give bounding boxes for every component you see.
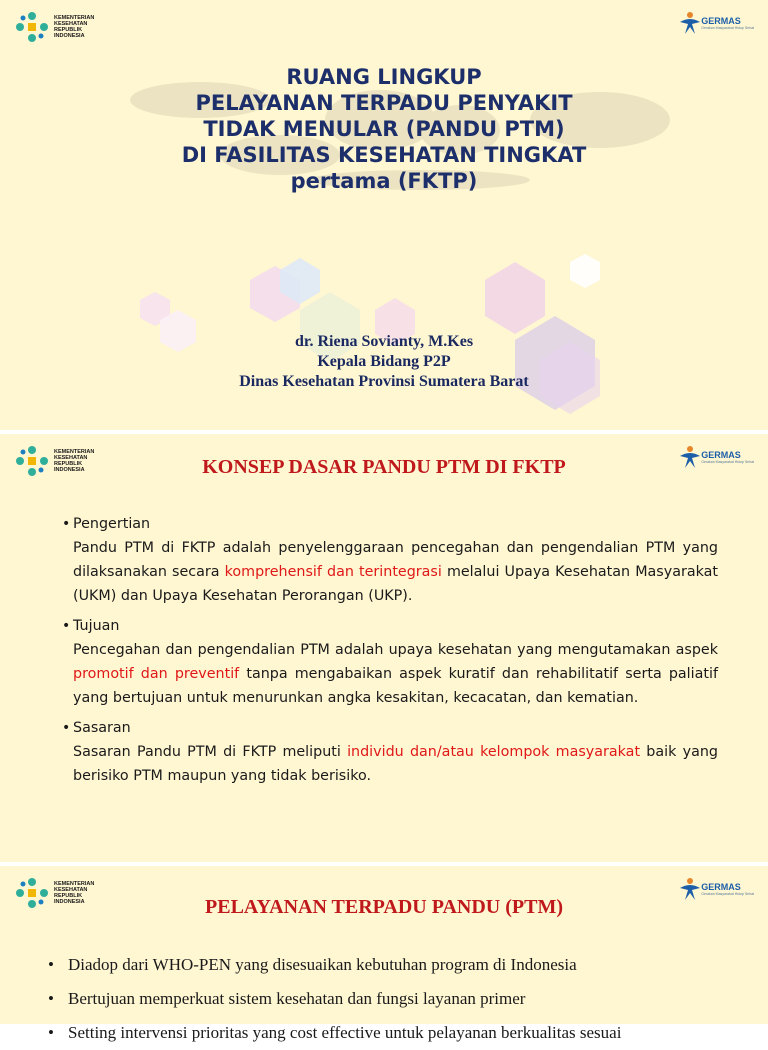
- hexagon-decoration: [100, 240, 660, 420]
- body-text: Pencegahan dan pengendalian PTM adalah upaya kesehatan yang mengutamakan aspek: [73, 642, 718, 658]
- bullet-icon: •: [62, 618, 71, 634]
- author-name: dr. Riena Sovianty, M.Kes: [294, 333, 474, 350]
- body-text: melalui Upaya Kesehatan Masyarakat (UKM) dan Upaya Kesehatan Perorangan (UKP).: [73, 564, 718, 604]
- title-line: TIDAK MENULAR (PANDU PTM): [203, 117, 565, 141]
- bullet-icon: •: [48, 1023, 54, 1042]
- bullet-icon: •: [62, 720, 71, 736]
- title-line: PELAYANAN TERPADU PENYAKIT: [195, 91, 573, 115]
- kemenkes-logo: [14, 10, 94, 44]
- germas-label: GERMAS: [701, 450, 741, 460]
- concept-body: [62, 536, 718, 608]
- highlight-text: individu dan/atau kelompok masyarakat: [347, 744, 641, 760]
- germas-label: GERMAS: [701, 882, 741, 892]
- concept-list: [62, 512, 718, 794]
- kemenkes-line: KEMENTERIAN: [54, 15, 95, 21]
- author-institution: Dinas Kesehatan Provinsi Sumatera Barat: [239, 373, 529, 390]
- slide-title: [0, 0, 768, 430]
- kemenkes-line: KESEHATAN: [54, 455, 88, 461]
- slide-heading: PELAYANAN TERPADU PANDU (PTM): [205, 896, 563, 918]
- list-item-text: Bertujuan memperkuat sistem kesehatan dan fungsi layanan primer: [68, 989, 526, 1008]
- germas-sub-label: Gerakan Masyarakat Hidup Sehat: [701, 460, 754, 464]
- highlight-text: promotif dan preventif: [73, 666, 240, 682]
- title-line: pertama (FKTP): [290, 169, 478, 193]
- list-item: [48, 948, 728, 982]
- germas-sub-label: Gerakan Masyarakat Hidup Sehat: [701, 26, 754, 30]
- author-position: Kepala Bidang P2P: [317, 353, 451, 370]
- list-item: [48, 982, 728, 1016]
- title-line: RUANG LINGKUP: [286, 65, 482, 89]
- bullet-icon: •: [48, 955, 54, 974]
- bullet-icon: •: [48, 989, 54, 1008]
- bullet-icon: •: [62, 516, 71, 532]
- kemenkes-line: REPUBLIK: [54, 893, 83, 899]
- highlight-text: komprehensif dan terintegrasi: [224, 564, 442, 580]
- germas-figure-icon: [677, 10, 703, 36]
- germas-logo: [677, 10, 754, 36]
- kemenkes-line: KEMENTERIAN: [54, 449, 95, 455]
- kemenkes-line: KEMENTERIAN: [54, 881, 95, 887]
- author-block: [0, 332, 768, 392]
- concept-body: [62, 638, 718, 710]
- concept-heading: Tujuan: [73, 618, 120, 634]
- kemenkes-emblem-icon: [14, 10, 50, 44]
- kemenkes-line: KESEHATAN: [54, 21, 88, 27]
- kemenkes-line: KESEHATAN: [54, 887, 88, 893]
- slide-heading: KONSEP DASAR PANDU PTM DI FKTP: [202, 456, 566, 478]
- concept-heading: Sasaran: [73, 720, 131, 736]
- body-text: baik yang berisiko PTM maupun yang tidak berisiko.: [73, 744, 718, 784]
- slide-pelayanan-terpadu: [0, 866, 768, 1042]
- kemenkes-line: INDONESIA: [54, 467, 85, 473]
- concept-heading: Pengertian: [73, 516, 151, 532]
- kemenkes-line: INDONESIA: [54, 899, 85, 905]
- list-item-text: Diadop dari WHO-PEN yang disesuaikan kebutuhan program di Indonesia: [68, 955, 577, 974]
- presentation-title: [0, 64, 768, 194]
- kemenkes-line: REPUBLIK: [54, 461, 83, 467]
- concept-item: [62, 512, 718, 608]
- concept-item: [62, 716, 718, 788]
- list-item: [48, 1016, 728, 1050]
- body-text: tanpa mengabaikan aspek kuratif dan rehabilitatif serta paliatif yang bertujuan untuk menurunkan angka kesakitan, kecacatan, dan kematian.: [73, 666, 718, 706]
- title-line: DI FASILITAS KESEHATAN TINGKAT: [181, 143, 587, 167]
- kemenkes-line: REPUBLIK: [54, 27, 83, 33]
- concept-item: [62, 614, 718, 710]
- list-item-text: Setting intervensi prioritas yang cost effective untuk pelayanan berkualitas sesuai: [68, 1023, 622, 1042]
- kemenkes-line: INDONESIA: [54, 33, 85, 39]
- service-list: [48, 948, 728, 1050]
- germas-sub-label: Gerakan Masyarakat Hidup Sehat: [701, 892, 754, 896]
- germas-label: GERMAS: [701, 16, 741, 26]
- body-text: Sasaran Pandu PTM di FKTP meliputi: [73, 744, 348, 760]
- slide-konsep-dasar: [0, 434, 768, 862]
- body-text: Pandu PTM di FKTP adalah penyelenggaraan pencegahan dan pengendalian PTM yang dilaksanakan secara: [73, 540, 718, 580]
- concept-body: [62, 740, 718, 788]
